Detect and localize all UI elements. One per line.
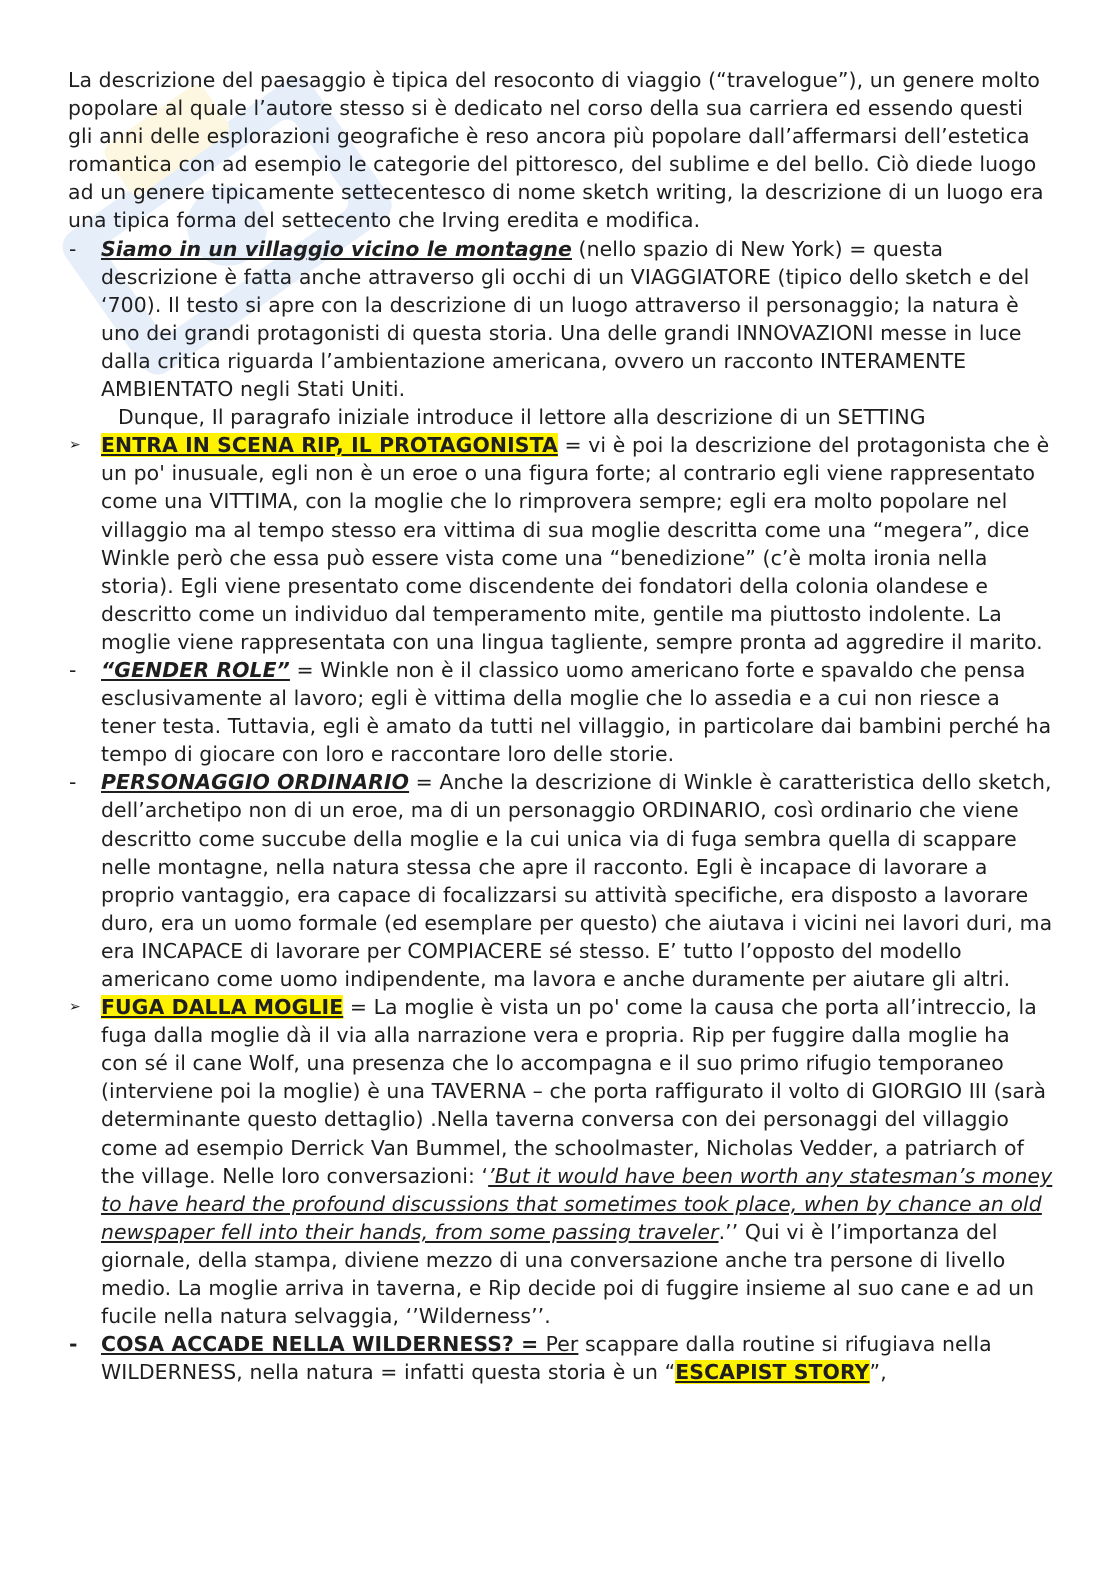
item-heading: COSA ACCADE NELLA WILDERNESS? = — [101, 1332, 546, 1357]
bullet-dash: - — [69, 657, 77, 682]
list-item-protagonista — [68, 431, 1053, 656]
arrow-bullet-icon: ➢ — [69, 437, 81, 454]
list-item-villaggio — [68, 235, 1053, 432]
bullet-dash: - — [69, 770, 77, 795]
item-body: = Anche la descrizione di Winkle è caratteristica dello sketch, dell’archetipo non di un eroe, ma di un personaggio ORDINARIO, così ordinario che viene descritto come succube della moglie e la cui unica via di fuga sembra quella di scappare nelle montagne, nella natura stessa che apre il racconto. Egli è incapace di lavorare a proprio vantaggio, era capace di focalizzarsi su attività specifiche, era disposto a lavorare duro, era un uomo formale (ed esemplare per questo) che aiutava i vicini nei lavori duri, ma era INCAPACE di lavorare per COMPIACERE sé stesso. E’ tutto l’opposto del modello americano come uomo indipendente, ma lavora e anche duramente per aiutare gli altri. — [101, 770, 1053, 991]
item-after: .’’ Qui vi è l’importanza del giornale, della stampa, diviene mezzo di una conversazione anche tra persone di livello medio. La moglie arriva in taverna, e Rip decide poi di fuggire insieme al suo cane e ad un fucile nella natura selvaggia, ‘’Wilderness’’. — [101, 1219, 1035, 1329]
item-body: (nello spazio di New York) = questa descrizione è fatta anche attraverso gli occhi di un VIAGGIATORE (tipico dello sketch e del ‘700). Il testo si apre con la descrizione di un luogo attraverso il personaggio; la natura è uno dei grandi protagonisti di questa storia. Una delle grandi INNOVAZIONI messe in luce dalla critica riguarda l’ambientazione americana, ovvero un racconto INTERAMENTE AMBIENTATO negli Stati Uniti. — [101, 236, 1030, 402]
list-item-personaggio-ordinario — [68, 768, 1053, 993]
list-item-gender-role — [68, 656, 1053, 768]
item-body: = La moglie è vista un po' come la causa che porta all’intreccio, la fuga dalla moglie dà il via alla narrazione vera e propria. Rip per fuggire dalla moglie ha con sé il cane Wolf, una presenza che lo accompagna e il suo primo rifugio temporaneo (interviene poi la moglie) è una TAVERNA – che porta raffigurato il volto di GIORGIO III (sarà determinante questo dettaglio) .Nella taverna conversa con dei personaggi del villaggio come ad esempio Derrick Van Bummel, the schoolmaster, Nicholas Vedder, a patriarch of the village. Nelle loro conversazioni: ‘ — [101, 995, 1047, 1188]
item-after: ”, — [869, 1360, 887, 1385]
item-heading: “GENDER ROLE” — [101, 657, 290, 682]
item-quote: ’But it would have been worth any statesman’s money to have heard the profound discussions that sometimes took place, when by chance an old newspaper fell into their hands, from some passing traveler — [101, 1163, 1053, 1244]
list-item-fuga-dalla-moglie — [68, 993, 1053, 1330]
item-heading-highlighted: ENTRA IN SCENA RIP, IL PROTAGONISTA — [101, 433, 558, 458]
item-body: = Winkle non è il classico uomo americano forte e spavaldo che pensa esclusivamente al lavoro; egli è vittima della moglie che lo assedia e a cui non riesce a tener testa. Tuttavia, egli è amato da tutti nel villaggio, in particolare dai bambini perché ha tempo di giocare con loro e raccontare loro delle storie. — [101, 657, 1052, 767]
item-highlight: ESCAPIST STORY — [675, 1360, 870, 1385]
item-heading: PERSONAGGIO ORDINARIO — [101, 770, 410, 795]
item-heading: Siamo in un villaggio vicino le montagne — [101, 236, 572, 261]
bullet-dash: - — [69, 236, 77, 261]
bullet-dash: - — [69, 1332, 78, 1357]
item-body: scappare dalla routine si rifugiava nella WILDERNESS, nella natura = infatti questa storia è un “ — [101, 1332, 992, 1385]
item-body: = vi è poi la descrizione del protagonista che è un po' inusuale, egli non è un eroe o una figura forte; al contrario egli viene rappresentato come una VITTIMA, con la moglie che lo rimprovera sempre; egli era molto popolare nel villaggio ma al tempo stesso era vittima di sua moglie descritta come una “megera”, dice Winkle però che essa può essere vista come una “benedizione” (c’è molta ironia nella storia). Egli viene presentato come discendente dei fondatori della colonia olandese e descritto come un individuo dal temperamento mite, gentile ma piuttosto indolente. La moglie viene rappresentata con una lingua tagliente, sempre pronta ad aggredire il marito. — [101, 433, 1050, 654]
item-extra: Dunque, Il paragrafo iniziale introduce il lettore alla descrizione di un SETTING — [118, 405, 926, 430]
intro-paragraph: La descrizione del paesaggio è tipica del resoconto di viaggio (“travelogue”), un genere molto popolare al quale l’autore stesso si è dedicato nel corso della sua carriera ed essendo questi gli anni delle esplorazioni geografiche è reso ancora più popolare dall’affermarsi dell’estetica romantica con ad esempio le categorie del pittoresco, del sublime e del bello. Ciò diede luogo ad un genere tipicamente settecentesco di nome sketch writing, la descrizione di un luogo era una tipica forma del settecento che Irving eredita e modifica. — [68, 68, 1044, 233]
item-heading-highlighted: FUGA DALLA MOGLIE — [101, 995, 344, 1020]
document-body — [68, 66, 1053, 1386]
item-body-underlined: Per — [545, 1332, 579, 1357]
list-item-wilderness — [68, 1330, 1053, 1386]
arrow-bullet-icon: ➢ — [69, 999, 81, 1016]
